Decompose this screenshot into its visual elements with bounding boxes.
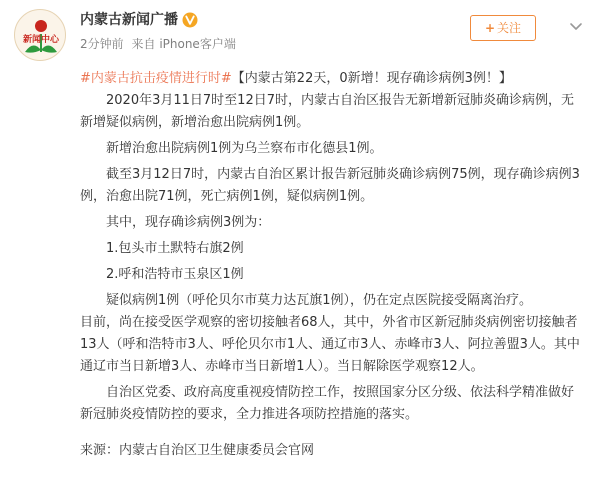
paragraph-current-intro: 其中，现存确诊病例3例为： xyxy=(106,215,271,230)
follow-label: 关注 xyxy=(497,21,522,35)
list-item: 2.呼和浩特市玉泉区1例 xyxy=(106,267,244,282)
post-headline-line xyxy=(80,68,584,90)
follow-button[interactable] xyxy=(470,15,536,41)
list-item: 1.包头市土默特右旗2例 xyxy=(106,241,244,256)
post-time[interactable]: 2分钟前 xyxy=(80,37,124,51)
post-source: 来源：内蒙古自治区卫生健康委员会官网 xyxy=(80,443,315,458)
post-meta xyxy=(80,35,236,53)
account-name[interactable]: 内蒙古新闻广播 xyxy=(80,12,178,28)
plus-icon: + xyxy=(484,21,496,35)
news-center-logo-icon xyxy=(15,10,66,61)
chevron-down-icon[interactable] xyxy=(568,18,584,34)
post-headline: 【内蒙古第22天，0新增！现存确诊病例3例！】 xyxy=(231,71,512,86)
source-app[interactable]: iPhone客户端 xyxy=(159,37,236,51)
paragraph-new-cases: 2020年3月11日7时至12日7时，内蒙古自治区报告无新增新冠肺炎确诊病例，无新增疑似病例，新增治愈出院病例1例。 xyxy=(80,93,574,130)
paragraph-close-contacts: 目前，尚在接受医学观察的密切接触者68人，其中，外省市区新冠肺炎病例密切接触者13人（呼和浩特市3人、呼伦贝尔市1人、通辽市3人、赤峰市3人、阿拉善盟3人。其中通辽市当日新增3人、赤峰市当日新增1人）。当日解除医学观察12人。 xyxy=(80,315,580,374)
paragraph-suspected: 疑似病例1例（呼伦贝尔市莫力达瓦旗1例），仍在定点医院接受隔离治疗。 xyxy=(106,293,533,308)
post-header xyxy=(0,0,600,68)
paragraph-recovered: 新增治愈出院病例1例为乌兰察布市化德县1例。 xyxy=(106,141,383,156)
paragraph-government: 自治区党委、政府高度重视疫情防控工作，按照国家分区分级、依法科学精准做好新冠肺炎疫情防控的要求，全力推进各项防控措施的落实。 xyxy=(80,385,575,422)
hashtag-link[interactable]: #内蒙古抗击疫情进行时# xyxy=(80,71,232,86)
avatar[interactable] xyxy=(14,9,66,61)
avatar-logo-text: 新闻中心 xyxy=(22,35,60,45)
verified-icon xyxy=(182,12,198,28)
paragraph-cumulative: 截至3月12日7时，内蒙古自治区累计报告新冠肺炎确诊病例75例，现存确诊病例3例，治愈出院71例，死亡病例1例，疑似病例1例。 xyxy=(80,167,580,204)
source-prefix: 来自 xyxy=(131,37,156,51)
post-content xyxy=(80,68,584,462)
